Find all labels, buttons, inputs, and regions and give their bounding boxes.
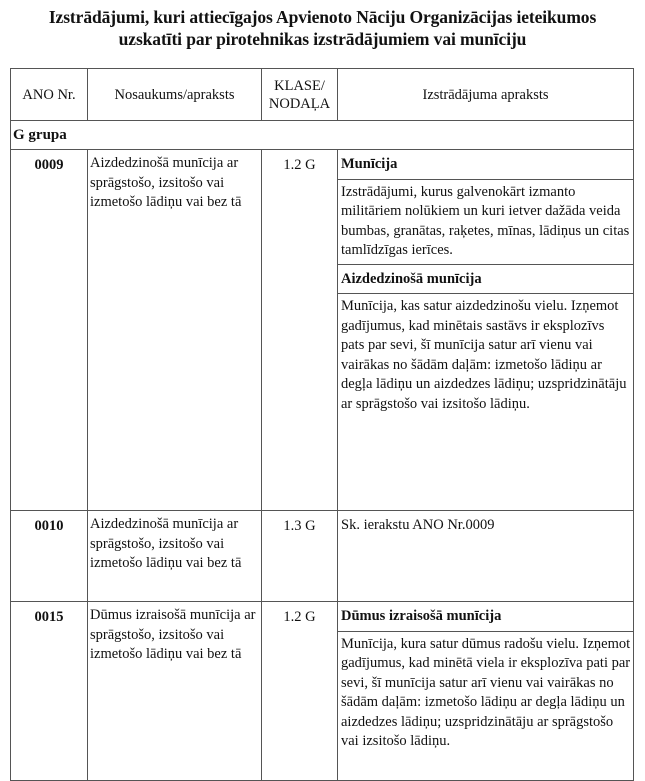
description-heading: Aizdedzinošā munīcija [338,265,633,295]
title-line-2: uzskatīti par pirotehnikas izstrādājumiem vai munīciju [118,29,527,49]
item-name: Aizdedzinošā munīcija ar sprāgstošo, izsitošo vai izmetošo lādiņu vai bez tā [88,511,262,602]
ano-number: 0009 [11,150,88,511]
item-name: Dūmus izraisošā munīcija ar sprāgstošo, izsitošo vai izmetošo lādiņu vai bez tā [88,602,262,781]
title-line-1: Izstrādājumi, kuri attiecīgajos Apvienoto Nāciju Organizācijas ieteikumos [48,7,597,27]
header-klase-line-1: KLASE/ [274,77,325,94]
header-klase [262,69,338,121]
header-name-label: Nosaukums/apraksts [114,86,235,103]
table-row [11,150,634,511]
header-ano-label: ANO Nr. [22,86,76,103]
description-text: Munīcija, kas satur aizdedzinošu vielu. Izņemot gadījumus, kad minētais sastāvs ir eksplozīvs pats par sevi, šī munīcija satur arī vienu vai vairākas no šādām daļām: izmetošo lādiņu ar degļa lādiņu un aizdedzes lādiņu; uzspridzinātāju ar sprāgstošo vai izsitošo lādiņu. [341,298,627,412]
header-desc-label: Izstrādājuma apraksts [422,86,549,103]
group-label: G grupa [11,121,634,150]
munitions-table [10,68,634,781]
header-name [88,69,262,121]
item-name: Aizdedzinošā munīcija ar sprāgstošo, izsitošo vai izmetošo lādiņu vai bez tā [88,150,262,511]
description-heading: Munīcija [338,150,633,180]
header-desc [338,69,634,121]
description-text: Izstrādājumi, kurus galvenokārt izmanto militāriem nolūkiem un kuri ietver dažāda veida bumbas, granātas, raķetes, mīnas, lādiņus un citas tamlīdzīgas ierīces. [338,180,633,265]
item-description [338,602,634,781]
ano-number: 0010 [11,511,88,602]
ano-number: 0015 [11,602,88,781]
description-text: Munīcija, kura satur dūmus radošu vielu. Izņemot gadījumus, kad minētā viela ir eksplozīva pati par sevi, šī munīcija satur arī vienu vai vairākas no šādām daļām: izmetošo lādiņu ar degļa lādiņu un aizdedzes lādiņu; uzspridzinātāju ar sprāgstošo vai izsitošo lādiņu. [341,635,631,749]
description-reference: Sk. ierakstu ANO Nr.0009 [341,517,495,533]
group-row [11,121,634,150]
description-heading: Dūmus izraisošā munīcija [338,602,633,632]
item-description [338,150,634,511]
item-class: 1.2 G [262,150,338,511]
header-klase-line-2: NODAĻA [268,95,331,112]
item-description [338,511,634,602]
document-title [0,6,645,50]
table-header-row [11,69,634,121]
header-ano [11,69,88,121]
table-row [11,602,634,781]
item-class: 1.3 G [262,511,338,602]
table-row [11,511,634,602]
item-class: 1.2 G [262,602,338,781]
